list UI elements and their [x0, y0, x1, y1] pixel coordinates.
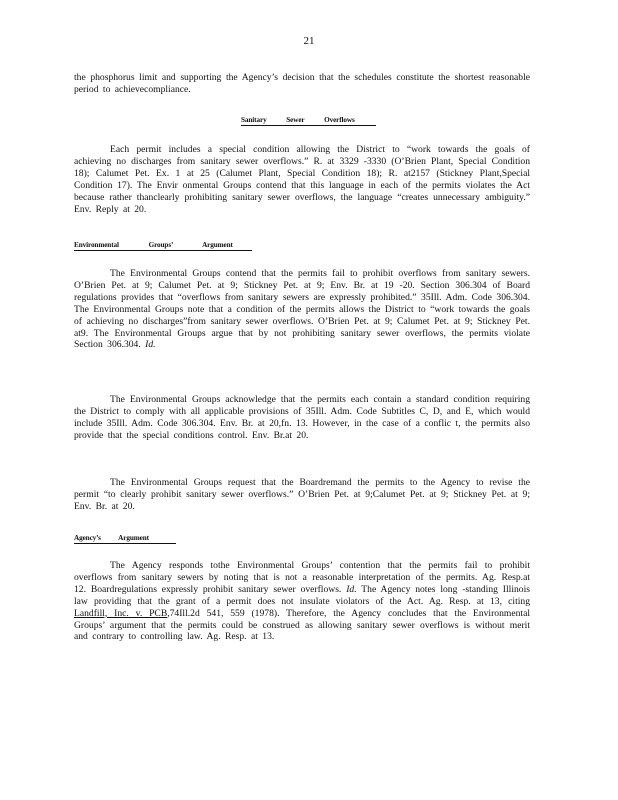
subheading-environmental-groups-argument: Environmental Groups’ Argument [74, 241, 252, 251]
paragraph-permit-condition [74, 144, 530, 215]
page-number: 21 [303, 35, 315, 47]
paragraph-text-1: The Agency responds tothe Environmental Groups’ contention that the permits fail to prohibit overflows from sanitary sewers by noting that is not a reasonable interpretation of the permits. Ag. Resp.at 12. Boardregulations expressly prohibit sanitary sewer overflows. [74, 560, 530, 595]
paragraph-text: The Environmental Groups request that the Boardremand the permits to the Agency to revise the permit “to clearly prohibit sanitary sewer overflows.” O’Brien Pet. at 9;Calumet Pet. at 9; Stickney Pet. at 9; Env. Br. at 20. [74, 477, 530, 512]
paragraph-env-acknowledge [74, 394, 530, 442]
paragraph-text-2: The Agency notes long -standing Illinois law providing that the grant of a permit does not insulate violators of the Act. Ag. Resp. at 13, citing [74, 583, 530, 607]
paragraph-text-3: ,74Ill.2d 541, 559 (1978). Therefore, the Agency concludes that the Environmental Groups’ argument that the permits could be construed as allowing sanitary sewer overflows is without merit and contrary to controlling law. Ag. Resp. at 13. [74, 607, 530, 643]
paragraph-text: The Environmental Groups contend that the permits fail to prohibit overflows from sanitary sewers. O’Brien Pet. at 9; Calumet Pet. at 9; Stickney Pet. at 9; Env. Br. at 19 -20. Section 306.304 of Board regulations provides that “overflows from sanitary sewers are expressly prohibited.” 35Ill. Adm. Code 306.304. The Environmental Groups note that a condition of the permits allows the District to “work towards the goals of achieving no discharges”from sanitary sewer overflows. O’Brien Pet. at 9; Calumet Pet. at 9; Stickney Pet. at9. The Environmental Groups argue that by not prohibiting sanitary sewer overflows, the permits violate Section 306.304. [74, 268, 530, 351]
case-name: Landfill, Inc. v. PCB [74, 607, 168, 619]
citation-id: Id. [145, 339, 156, 351]
paragraph-text: The Environmental Groups acknowledge that the permits each contain a standard condition requiring the District to comply with all applicable provisions of 35Ill. Adm. Code Subtitles C, D, and E, which would include 35Ill. Adm. Code 306.304. Env. Br. at 20,fn. 13. However, in the case of a conflic t, the permits also provide that the special conditions control. Env. Br.at 20. [74, 394, 530, 441]
paragraph-text: Each permit includes a special condition allowing the District to “work towards the goals of achieving no discharges from sanitary sewer overflows.” R. at 3329 -3330 (O’Brien Plant, Special Condition 18); Calumet Pet. Ex. 1 at 25 (Calumet Plant, Special Condition 18); R. at2157 (Stickney Plant,Special Condition 17). The Envir onmental Groups contend that this language in each of the permits violates the Act because rather thanclearly prohibiting sanitary sewer overflows, the language “creates unnecessary ambiguity.” Env. Reply at 20. [74, 144, 530, 215]
paragraph-continuation: the phosphorus limit and supporting the Agency’s decision that the schedules constitute the shortest reasonable period to achievecompliance. [74, 72, 530, 95]
subheading-agency-argument: Agency’s Argument [74, 534, 176, 544]
section-heading-sanitary-sewer-overflows: Sanitary Sewer Overflows [241, 116, 376, 126]
paragraph-agency-response [74, 560, 530, 643]
citation-id: Id. [346, 583, 357, 595]
paragraph-env-contention [74, 268, 530, 351]
paragraph-env-request [74, 477, 530, 513]
